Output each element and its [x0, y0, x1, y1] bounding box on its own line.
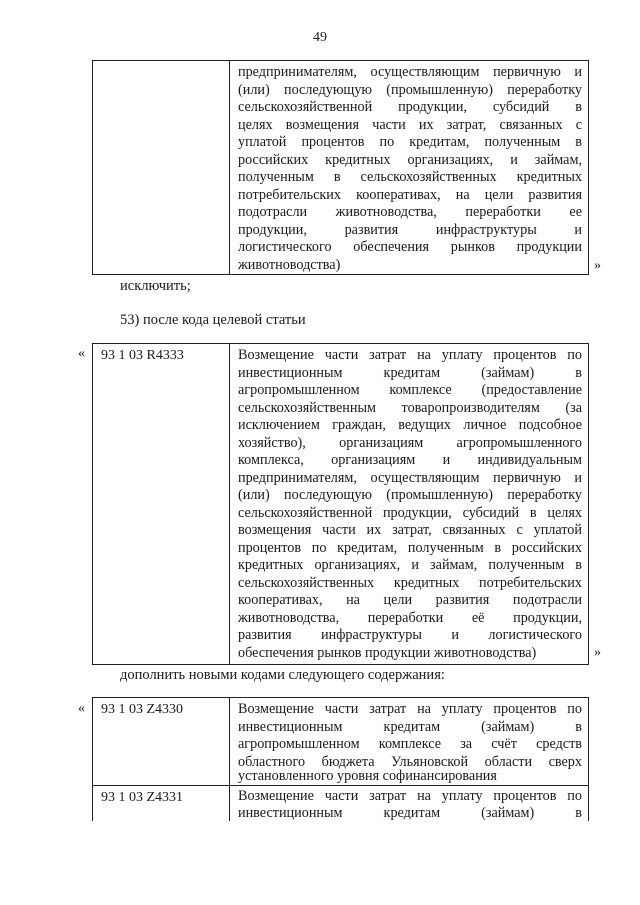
description-line: сельскохозяйственной продукции, субсидий в целях: [238, 504, 582, 521]
middle-table-description: [230, 344, 588, 664]
closing-quote: »: [594, 645, 601, 660]
middle-table: [92, 343, 589, 665]
description-line: установленного уровня софинансирования: [238, 768, 497, 784]
top-table: [92, 60, 589, 275]
description-line: инвестиционным кредитам (займам) в: [238, 805, 582, 821]
description-line: агропромышленном комплексе (предоставление: [238, 382, 582, 398]
target-code: 93 1 03 Z4331: [101, 790, 184, 805]
description-line: животноводства, переработки её продукции,: [238, 609, 582, 626]
description-line: сельскохозяйственным товаропроизводителям (за: [238, 399, 582, 416]
description-line: российских кредитных организациях, и займам,: [238, 151, 582, 168]
description-line: продукции, развития инфраструктуры и: [238, 221, 582, 238]
target-code: 93 1 03 R4333: [101, 348, 184, 363]
paragraph-add-codes: дополнить новыми кодами следующего содержания:: [120, 667, 445, 683]
description-line: возмещения части их затрат, связанных с уплатой: [238, 522, 582, 538]
description-line: хозяйство), организациям агропромышленного: [238, 434, 582, 451]
description-line: Возмещение части затрат на уплату процентов по: [238, 347, 582, 363]
description-line: обеспечения рынков продукции животноводства): [238, 644, 537, 661]
description-line: агропромышленном комплексе за счёт средств: [238, 736, 582, 752]
closing-quote: »: [594, 258, 601, 273]
top-table-description: [230, 61, 588, 274]
description-line: Возмещение части затрат на уплату процентов по: [238, 788, 582, 804]
bottom-table-description: [230, 698, 588, 821]
description-line: полученным в сельскохозяйственных кредитных: [238, 169, 582, 185]
description-line: процентов по кредитам, полученным в российских: [238, 539, 582, 556]
description-line: комплекса, организациям и индивидуальным: [238, 452, 582, 468]
bottom-table: [92, 697, 589, 821]
middle-table-code-cell: [93, 344, 230, 664]
description-line: (или) последующую (промышленную) переработку: [238, 81, 582, 98]
description-line: подотрасли животноводства, переработки ее: [238, 204, 582, 220]
description-line: логистического обеспечения рынков продукции: [238, 239, 582, 255]
description-line: исключением граждан, ведущих личное подсобное: [238, 417, 582, 433]
description-line: сельскохозяйственных кредитных потребительских: [238, 574, 582, 591]
description-line: (или) последующую (промышленную) переработку: [238, 487, 582, 503]
description-line: животноводства): [238, 256, 341, 273]
description-line: целях возмещения части их затрат, связанных с: [238, 116, 582, 133]
page-number: 49: [313, 30, 327, 45]
description-line: предпринимателям, осуществляющим первичную и: [238, 469, 582, 486]
target-code: 93 1 03 Z4330: [101, 702, 184, 717]
description-line: инвестиционным кредитам (займам) в: [238, 718, 582, 735]
opening-quote: «: [78, 346, 85, 361]
description-line: кредитных организациях, и займам, полученным в: [238, 557, 582, 573]
description-line: кооперативах, на цели развития подотрасли: [238, 592, 582, 608]
paragraph-53: 53) после кода целевой статьи: [120, 312, 306, 328]
description-line: областного бюджета Ульяновской области сверх: [238, 753, 582, 770]
paragraph-exclude: исключить;: [120, 278, 191, 294]
description-line: инвестиционным кредитам (займам) в: [238, 364, 582, 381]
description-line: развития инфраструктуры и логистического: [238, 627, 582, 643]
opening-quote: «: [78, 701, 85, 716]
description-line: уплатой процентов по кредитам, полученным в: [238, 134, 582, 150]
description-line: потребительских кооперативах, на цели развития: [238, 186, 582, 203]
description-line: предпринимателям, осуществляющим первичную и: [238, 64, 582, 80]
description-line: сельскохозяйственной продукции, субсидий в: [238, 99, 582, 115]
top-table-code-cell: [93, 61, 230, 274]
description-line: Возмещение части затрат на уплату процентов по: [238, 701, 582, 717]
